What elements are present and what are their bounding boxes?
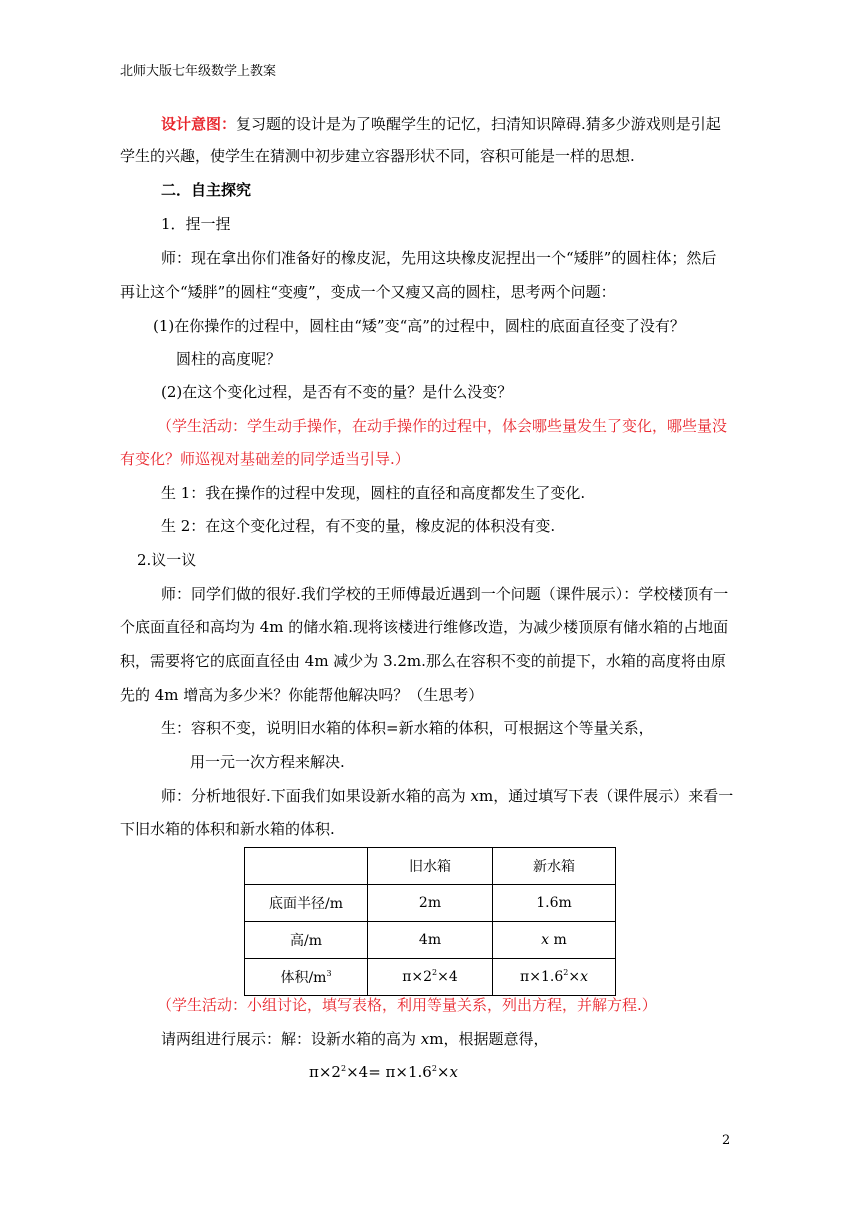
subsection-title-2: 2.议一议 (137, 551, 197, 569)
table-row-label: 高/m (245, 922, 368, 959)
equation-part: ×4= π×1.6 (346, 1063, 432, 1081)
question-1a: (1)在你操作的过程中，圆柱由“矮”变“高”的过程中，圆柱的底面直径变了没有？ (153, 317, 685, 335)
table-header-new-tank: 新水箱 (493, 848, 616, 885)
paragraph-5 (161, 1029, 548, 1049)
page-header: 北师大版七年级数学上教案 (120, 64, 277, 79)
paragraph-4b: 下旧水箱的体积和新水箱的体积. (120, 820, 335, 838)
design-intent-text1: 复习题的设计是为了唤醒学生的记忆，扫清知识障碍.猜多少游戏则是引起 (236, 115, 721, 133)
equation-part: × (436, 1063, 450, 1081)
student-activity-2: （学生活动：小组讨论，填写表格，利用等量关系，列出方程，并解方程.） (157, 996, 657, 1014)
table-cell-new (493, 922, 616, 959)
superscript: 2 (431, 1064, 437, 1073)
superscript: 3 (326, 969, 332, 978)
paragraph-1b: 再让这个“矮胖”的圆柱“变瘦”，变成一个又瘦又高的圆柱，思考两个问题： (120, 283, 616, 301)
paragraph-2c: 积，需要将它的底面直径由 4m 减少为 3.2m.那么在容积不变的前提下，水箱的高度将由原 (120, 652, 726, 670)
table-header-row (245, 848, 616, 885)
variable-x: x (580, 969, 588, 985)
formula-part: × (568, 969, 581, 985)
paragraph-5-text2: m，根据题意得， (429, 1030, 549, 1048)
paragraph-2a: 师：同学们做的很好.我们学校的王师傅最近遇到一个问题（课件展示）：学校楼顶有一 (161, 585, 729, 603)
table-cell-old: 4m (368, 922, 493, 959)
paragraph-4a-text2: m，通过填写下表（课件展示）来看一 (479, 787, 734, 805)
table-cell-old (368, 959, 493, 996)
table-row-label (245, 959, 368, 996)
design-intent-line1 (161, 114, 721, 134)
superscript: 2 (340, 1064, 347, 1073)
section-title: 二．自主探究 (161, 181, 252, 199)
table-row (245, 959, 616, 996)
unit: m (549, 932, 567, 948)
paragraph-1a: 师：现在拿出你们准备好的橡皮泥，先用这块橡皮泥捏出一个“矮胖”的圆柱体；然后 (161, 249, 717, 267)
paragraph-3b: 用一元一次方程来解决. (190, 753, 345, 771)
formula-part: π×2 (402, 969, 433, 985)
equation-part: π×2 (309, 1063, 341, 1081)
formula-part: π×1.6 (520, 969, 564, 985)
paragraph-3a: 生：容积不变，说明旧水箱的体积=新水箱的体积，可根据这个等量关系， (161, 719, 654, 737)
label-text: 体积/m (280, 970, 327, 986)
student-answer-1: 生 1：我在操作的过程中发现，圆柱的直径和高度都发生了变化. (161, 484, 586, 502)
formula-part: ×4 (437, 969, 458, 985)
question-2: (2)在这个变化过程，是否有不变的量？是什么没变？ (161, 383, 513, 401)
variable-x: x (449, 1063, 458, 1081)
table-cell-new (493, 959, 616, 996)
variable-x: x (541, 932, 550, 948)
design-intent-label: 设计意图： (161, 115, 237, 133)
table-header-cell-empty (245, 848, 368, 885)
table-row (245, 922, 616, 959)
table-cell-new: 1.6m (493, 885, 616, 922)
page-number: 2 (722, 1133, 731, 1148)
student-answer-2: 生 2：在这个变化过程，有不变的量，橡皮泥的体积没有变. (161, 517, 556, 535)
paragraph-5-text1: 请两组进行展示：解：设新水箱的高为 (161, 1030, 421, 1048)
paragraph-4a (161, 786, 733, 806)
table-row (245, 885, 616, 922)
superscript: 2 (563, 968, 569, 977)
table-header-old-tank: 旧水箱 (368, 848, 493, 885)
design-intent-line2: 学生的兴趣，使学生在猜测中初步建立容器形状不同，容积可能是一样的思想. (120, 147, 635, 165)
paragraph-2d: 先的 4m 增高为多少米？你能帮他解决吗？（生思考） (120, 686, 484, 704)
student-activity-1a: （学生活动：学生动手操作，在动手操作的过程中，体会哪些量发生了变化，哪些量没 (157, 417, 728, 435)
student-activity-1b: 有变化？师巡视对基础差的同学适当引导.） (120, 450, 410, 468)
equation (309, 1062, 458, 1082)
superscript: 2 (432, 968, 438, 977)
volume-table (244, 847, 616, 996)
subsection-title-1: 1．捏一捏 (161, 215, 231, 233)
paragraph-4a-text1: 师：分析地很好.下面我们如果设新水箱的高为 (161, 787, 471, 805)
table-row-label: 底面半径/m (245, 885, 368, 922)
question-1b: 圆柱的高度呢？ (176, 350, 282, 368)
table-cell-old: 2m (368, 885, 493, 922)
variable-x: x (470, 787, 480, 805)
variable-x: x (420, 1030, 430, 1048)
paragraph-2b: 个底面直径和高均为 4m 的储水箱.现将该楼进行维修改造，为减少楼顶原有储水箱的占地面 (120, 618, 729, 636)
